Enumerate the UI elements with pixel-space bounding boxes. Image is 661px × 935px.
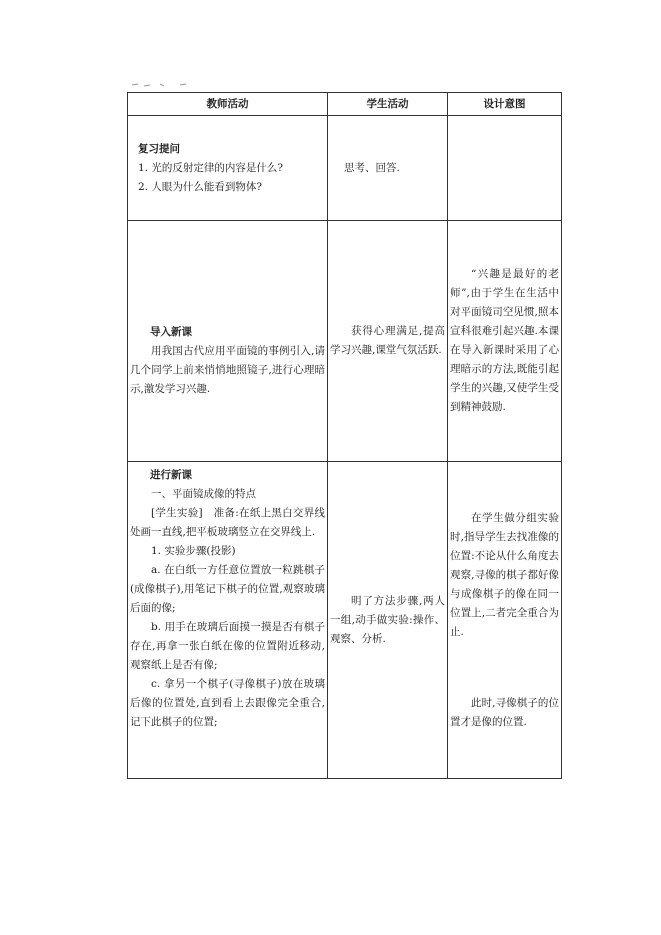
student-cell-new-lesson — [328, 462, 448, 779]
teacher-line: 2. 人眼为什么能看到物体? — [138, 180, 262, 193]
header-design-intent: 设计意图 — [448, 93, 562, 116]
intent-text: 在学生做分组实验时,指导学生去找准像的位置:不论从什么角度去观察,寻像的棋子都好像与成像棋子的像在同一位置上,二者完全重合为止. — [450, 511, 559, 638]
teacher-line: a. 在白纸一方任意位置放一粒跳棋子(成像棋子),用笔记下棋子的位置,观察玻璃后面的像; — [130, 564, 325, 614]
teacher-line: [学生实验] 准备:在纸上黑白交界线处画一直线,把平板玻璃竖立在交界线上. — [130, 507, 325, 538]
row-heading: 导入新课 — [150, 326, 192, 338]
header-student-activity: 学生活动 — [328, 93, 448, 116]
teacher-line: c. 拿另一个棋子(寻像棋子)放在玻璃后像的位置处,直到看上去跟像完全重合,记下此棋子的位置; — [130, 678, 325, 728]
teacher-line: 1. 实验步骤(投影) — [151, 545, 236, 557]
teacher-line: 用我国古代应用平面镜的事例引入,请几个同学上前来悄悄地照镜子,进行心理暗示,激发学习兴趣. — [130, 345, 325, 395]
intent-cell-new-lesson — [448, 462, 562, 779]
table-row — [128, 221, 562, 462]
lesson-plan-table — [127, 92, 562, 779]
student-cell-review — [328, 116, 448, 221]
row-heading: 进行新课 — [150, 469, 192, 481]
table-row — [128, 116, 562, 221]
intent-text: “兴趣是最好的老师”,由于学生在生活中对平面镜司空见惯,照本宣科很难引起兴趣.本课在导入新课时采用了心理暗示的方法,既能引起学生的兴趣,又使学生受到精神鼓励. — [450, 268, 559, 413]
teacher-line: 1. 光的反射定律的内容是什么? — [138, 161, 283, 174]
teacher-line: b. 用手在玻璃后面摸一摸是否有棋子存在,再拿一张白纸在像的位置附近移动,观察纸上是否有像; — [130, 621, 325, 671]
teacher-cell-new-lesson — [128, 462, 328, 779]
student-cell-intro — [328, 221, 448, 462]
intent-cell-review — [448, 116, 562, 221]
student-text: 获得心理满足,提高学习兴趣,课堂气氛活跃. — [330, 325, 445, 356]
margin-scribble-mark — [130, 80, 190, 88]
intent-text: 此时,寻像棋子的位置才是像的位置. — [450, 696, 559, 728]
student-text: 明了方法步骤,两人一组,动手做实验:操作、观察、分析. — [330, 594, 445, 645]
teacher-cell-intro — [128, 221, 328, 462]
student-text: 思考、回答. — [344, 161, 400, 174]
teacher-line: 一、平面镜成像的特点 — [151, 488, 256, 500]
teacher-cell-review — [128, 116, 328, 221]
row-heading: 复习提问 — [138, 142, 180, 155]
table-row — [128, 462, 562, 779]
header-teacher-activity: 教师活动 — [128, 93, 328, 116]
table-header-row — [128, 93, 562, 116]
spacer — [450, 642, 559, 694]
intent-cell-intro — [448, 221, 562, 462]
